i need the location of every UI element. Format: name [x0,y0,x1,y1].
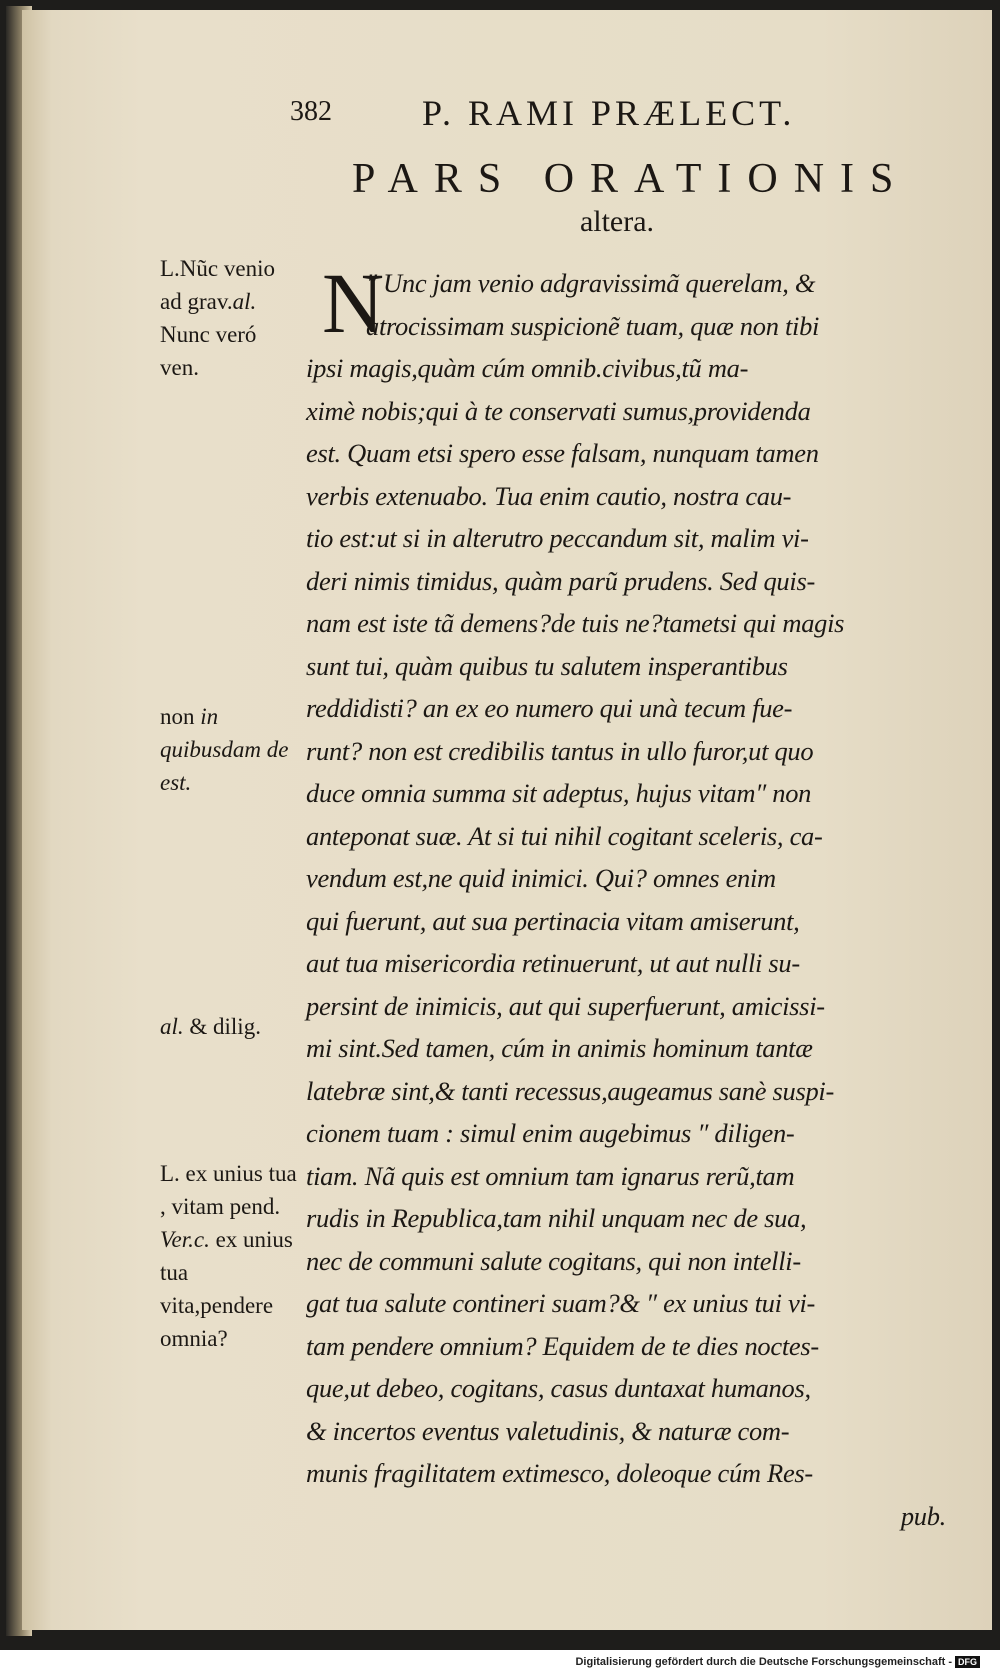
text-line: mi sint.Sed tamen, cúm in animis hominum tantæ [306,1033,813,1063]
margin-note-italic: al. [232,289,257,314]
text-line: runt? non est credibilis tantus in ullo furor,ut quo [306,735,814,766]
margin-note-3 [160,1010,300,1043]
text-line: tiam. Nã quis est omnium tam ignarus rerũ,tam [306,1160,795,1191]
text-line: persint de inimicis, aut qui superfuerunt, amicissi- [306,990,825,1021]
footer-text: Digitalisierung gefördert durch die Deutsche Forschungsgemeinschaft - [575,1655,952,1668]
margin-note-rest: ex unius tua vita,pendere omnia? [160,1227,293,1351]
margin-note-italic: Ver.c. [160,1227,210,1252]
section-title: PARS ORATIONIS [352,156,910,202]
body-text [306,255,946,1537]
text-line: deri nimis timidus, quàm parũ prudens. Sed quis- [306,565,815,596]
margin-note-4 [160,1157,300,1355]
text-line: aut tua misericordia retinuerunt, ut aut nulli su- [306,948,800,978]
text-line: tam pendere omnium? Equidem de te dies noctes- [306,1330,819,1361]
text-line: ″ Unc jam venio adgravissimã querelam, & [366,268,816,298]
text-line: & incertos eventus valetudinis, & naturæ com- [306,1415,790,1446]
drop-cap: N [322,255,385,351]
margin-note-2 [160,700,300,799]
text-line: tio est:ut si in alterutro peccandum sit, malim vi- [306,523,809,553]
text-line: anteponat suæ. At si tui nihil cogitant sceleris, ca- [306,820,823,851]
text-line: vendum est,ne quid inimici. Qui? omnes enim [306,863,776,893]
text-line: latebræ sint,& tanti recessus,augeamus sanè suspi- [306,1075,834,1106]
margin-note-text: non [160,704,201,729]
text-line: rudis in Republica,tam nihil unquam nec de sua, [306,1203,807,1233]
margin-note-text: L. ex unius tua , vitam pend. [160,1161,297,1219]
margin-note-1 [160,252,300,384]
text-line: reddidisti? an ex eo numero qui unà tecum fue- [306,693,793,723]
text-line: qui fuerunt, aut sua pertinacia vitam amiserunt, [306,905,800,936]
text-line: ipsi magis,quàm cúm omnib.civibus,tũ ma- [306,353,749,383]
running-head: P. RAMI PRÆLECT. [422,93,796,133]
text-line: sunt tui, quàm quibus tu salutem insperantibus [306,650,788,681]
text-line: munis fragilitatem extimesco, doleoque cúm Res- [306,1458,813,1488]
text-line: que,ut debeo, cogitans, casus duntaxat humanos, [306,1373,811,1403]
dfg-logo: DFG [955,1656,980,1668]
text-line: atrocissimam suspicionẽ tuam, quæ non tibi [366,310,820,341]
text-line: cionem tuam : simul enim augebimus ″ diligen- [306,1118,795,1148]
section-subtitle: altera. [579,205,655,238]
margin-note-rest: & dilig. [183,1014,261,1039]
digitization-footer [575,1656,980,1668]
text-line: nec de communi salute cogitans, qui non intelli- [306,1245,801,1276]
text-line: duce omnia summa sit adeptus, hujus vitam″ non [306,778,812,808]
page-number: 382 [290,96,332,127]
text-line: verbis extenuabo. Tua enim cautio, nostra cau- [306,480,792,511]
margin-note-text: L.Nũc venio ad grav. [160,256,275,314]
margin-note-italic: in quibusdam de est. [160,704,289,795]
margin-note-rest: Nunc veró ven. [160,322,257,380]
catchword: pub. [900,1500,946,1531]
text-line: gat tua salute contineri suam?& ″ ex unius tui vi- [306,1288,816,1318]
book-page [22,10,992,1630]
margin-note-italic: al. [160,1014,184,1039]
text-line: nam est iste tã demens?de tuis ne?tametsi qui magis [306,608,845,638]
text-line: est. Quam etsi spero esse falsam, nunquam tamen [306,438,819,468]
text-line: ximè nobis;qui à te conservati sumus,providenda [306,395,811,426]
